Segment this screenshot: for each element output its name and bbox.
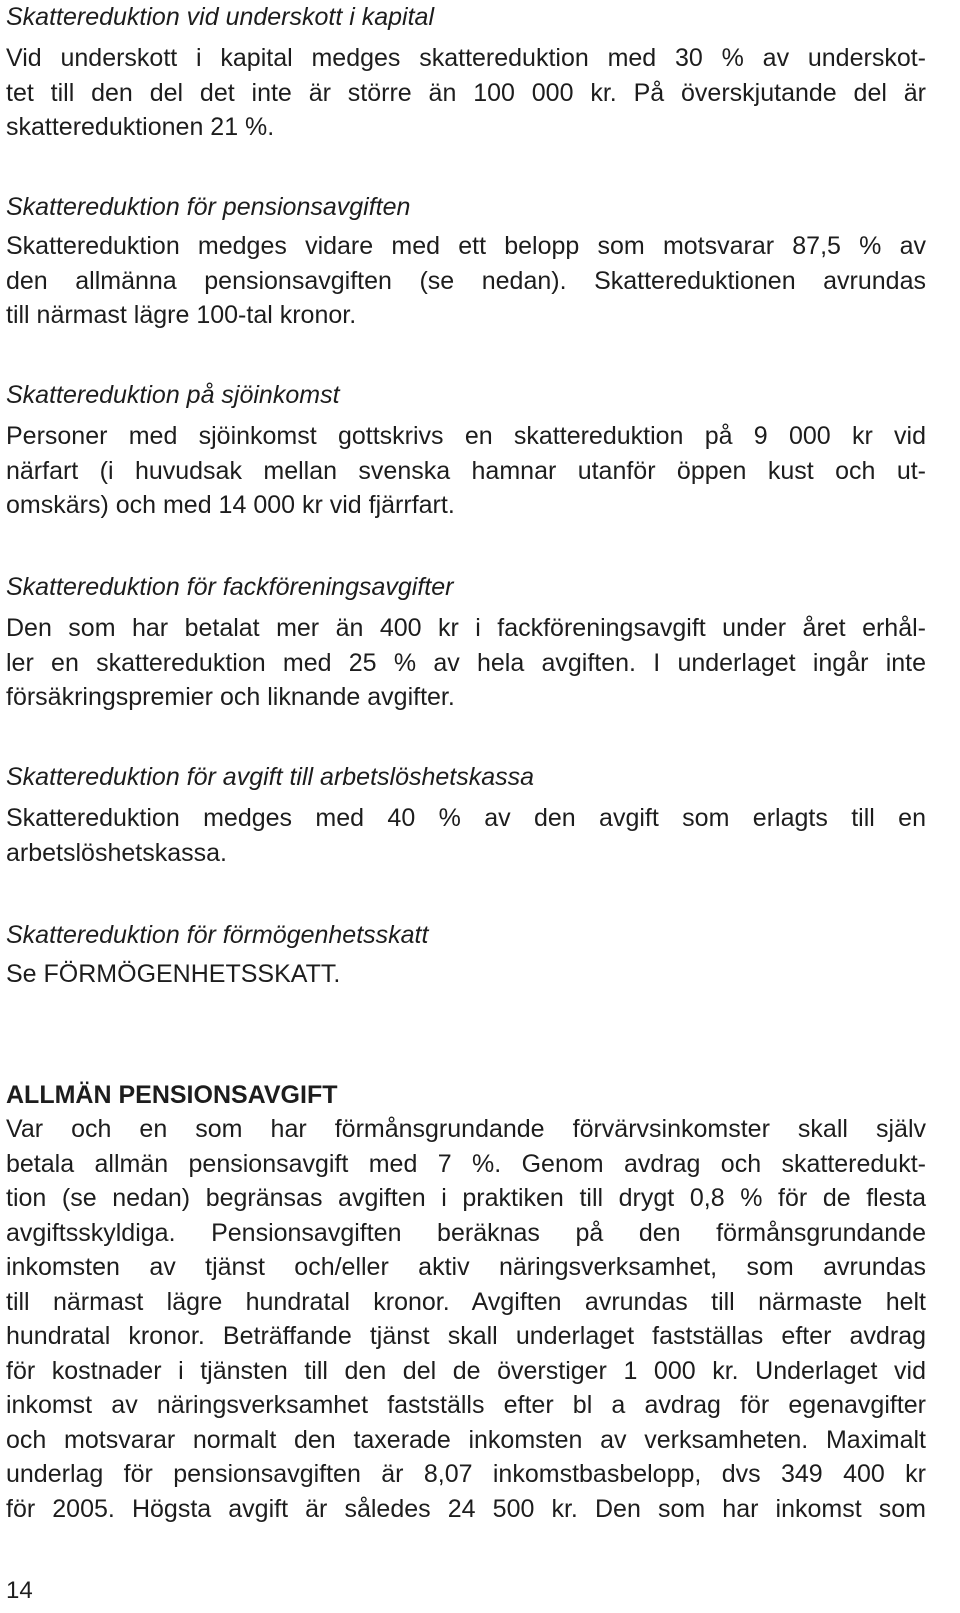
body-line: Personer med sjöinkomst gottskrivs en skattereduktion på 9 000 kr vid bbox=[6, 422, 926, 450]
body-line: avgiftsskyldiga. Pensionsavgiften beräknas på den förmånsgrundande bbox=[6, 1218, 926, 1247]
page-number: 14 bbox=[6, 1577, 33, 1604]
section-body bbox=[6, 419, 926, 523]
body-line: och motsvarar normalt den taxerade inkomsten av verksamheten. Maximalt bbox=[6, 1425, 926, 1454]
section-body bbox=[6, 1112, 926, 1526]
section-body bbox=[6, 957, 926, 992]
body-line: inkomsten av tjänst och/eller aktiv näringsverksamhet, som avrundas bbox=[6, 1253, 926, 1281]
body-line: Var och en som har förmånsgrundande förvärvsinkomster skall själv bbox=[6, 1115, 926, 1143]
chapter-heading: ALLMÄN PENSIONSAVGIFT bbox=[6, 1081, 338, 1109]
body-line: till närmast lägre 100-tal kronor. bbox=[6, 301, 357, 329]
body-line: underlag för pensionsavgiften är 8,07 inkomstbasbelopp, dvs 349 400 kr bbox=[6, 1460, 926, 1488]
section-body bbox=[6, 229, 926, 333]
body-line: hundratal kronor. Beträffande tjänst skall underlaget fastställas efter avdrag bbox=[6, 1322, 926, 1350]
body-line: den allmänna pensionsavgiften (se nedan). Skattereduktionen avrundas bbox=[6, 266, 926, 295]
body-line: Se FÖRMÖGENHETSSKATT. bbox=[6, 960, 341, 988]
section-underskott bbox=[6, 0, 926, 145]
section-heading: Skattereduktion för förmögenhetsskatt bbox=[6, 921, 429, 949]
section-allman-pensionsavgift bbox=[6, 1078, 926, 1526]
section-body bbox=[6, 611, 926, 715]
body-line: betala allmän pensionsavgift med 7 %. Genom avdrag och skatteredukt- bbox=[6, 1149, 926, 1178]
body-line: inkomst av näringsverksamhet fastställs efter bl a avdrag för egenavgifter bbox=[6, 1391, 926, 1419]
body-line: Skattereduktion medges med 40 % av den avgift som erlagts till en bbox=[6, 804, 926, 832]
body-line: ler en skattereduktion med 25 % av hela avgiften. I underlaget ingår inte bbox=[6, 648, 926, 677]
section-sjoinkomst bbox=[6, 378, 926, 523]
section-arbetsloshetskassa bbox=[6, 760, 926, 870]
body-line: arbetslöshetskassa. bbox=[6, 838, 227, 867]
body-line: skattereduktionen 21 %. bbox=[6, 113, 275, 141]
section-heading: Skattereduktion för fackföreningsavgifter bbox=[6, 573, 454, 601]
body-line: Den som har betalat mer än 400 kr i fackföreningsavgift under året erhål- bbox=[6, 614, 926, 642]
body-line: för kostnader i tjänsten till den del de överstiger 1 000 kr. Underlaget vid bbox=[6, 1356, 926, 1385]
section-fackforeningsavgifter bbox=[6, 570, 926, 715]
body-line: omskärs) och med 14 000 kr vid fjärrfart. bbox=[6, 491, 455, 519]
section-heading: Skattereduktion för avgift till arbetslöshetskassa bbox=[6, 763, 535, 791]
section-heading: Skattereduktion för pensionsavgiften bbox=[6, 193, 411, 221]
section-pensionsavgiften bbox=[6, 190, 926, 333]
body-line: försäkringspremier och liknande avgifter. bbox=[6, 683, 455, 711]
body-line: tion (se nedan) begränsas avgiften i praktiken till drygt 0,8 % för de flesta bbox=[6, 1184, 926, 1212]
section-heading: Skattereduktion vid underskott i kapital bbox=[6, 3, 435, 31]
body-line: Vid underskott i kapital medges skattereduktion med 30 % av underskot- bbox=[6, 44, 926, 72]
body-line: Skattereduktion medges vidare med ett belopp som motsvarar 87,5 % av bbox=[6, 232, 926, 260]
section-heading: Skattereduktion på sjöinkomst bbox=[6, 381, 340, 409]
body-line: till närmast lägre hundratal kronor. Avgiften avrundas till närmaste helt bbox=[6, 1287, 926, 1316]
body-line: närfart (i huvudsak mellan svenska hamnar utanför öppen kust och ut- bbox=[6, 456, 926, 485]
body-line: tet till den del det inte är större än 100 000 kr. På överskjutande del är bbox=[6, 78, 926, 107]
section-body bbox=[6, 41, 926, 145]
body-line: för 2005. Högsta avgift är således 24 500 kr. Den som har inkomst som bbox=[6, 1494, 926, 1523]
section-body bbox=[6, 801, 926, 870]
section-formogenhetsskatt bbox=[6, 918, 926, 992]
